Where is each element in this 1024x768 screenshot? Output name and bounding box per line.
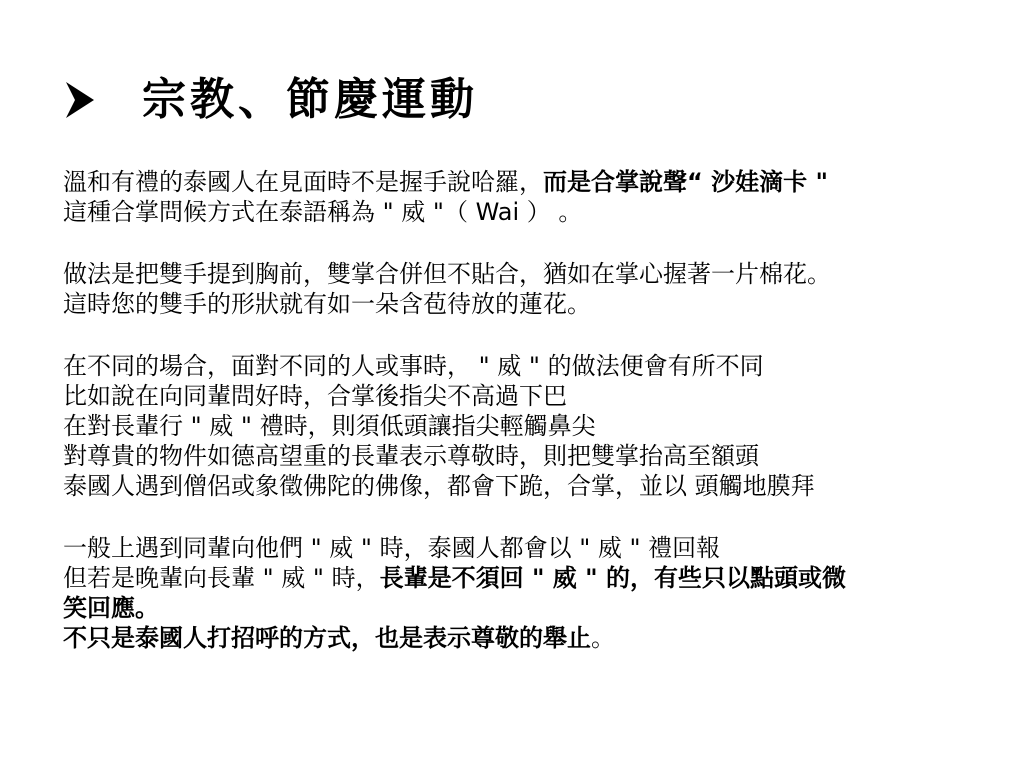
body-line [63, 563, 983, 593]
line-text: 在不同的場合，面對不同的人或事時， " 威 " 的做法便會有所不同 [63, 352, 764, 380]
slide-body [63, 167, 983, 653]
body-line [63, 471, 983, 501]
paragraph-gap [63, 501, 983, 533]
line-text: 溫和有禮的泰國人在見面時不是握手說哈羅， [63, 168, 543, 196]
body-line [63, 167, 983, 197]
line-text: 比如說在向同輩問好時，合掌後指尖不高過下巴 [63, 382, 567, 410]
paragraph-gap [63, 319, 983, 351]
line-text: 這時您的雙手的形狀就有如一朵含苞待放的蓮花。 [63, 290, 591, 318]
body-line [63, 441, 983, 471]
body-line [63, 593, 983, 623]
body-line [63, 533, 983, 563]
body-line [63, 289, 983, 319]
title-row [66, 72, 478, 128]
line-bold-text: 而是合掌說聲“ 沙娃滴卡 " [543, 168, 828, 196]
line-text: 泰國人遇到僧侶或象徵佛陀的佛像，都會下跪，合掌，並以 頭觸地膜拜 [63, 472, 815, 500]
body-line [63, 381, 983, 411]
line-bold-text: 不只是泰國人打招呼的方式，也是表示尊敬的舉止 [63, 624, 591, 652]
line-text: 。 [591, 624, 615, 652]
slide-title: 宗教、節慶運動 [142, 74, 478, 125]
line-text: 做法是把雙手提到胸前，雙掌合併但不貼合，猶如在掌心握著一片棉花。 [63, 260, 831, 288]
arrowhead-bullet-icon [66, 82, 94, 118]
paragraph-gap [63, 227, 983, 259]
body-line [63, 351, 983, 381]
body-line [63, 623, 983, 653]
body-line [63, 197, 983, 227]
line-text: 這種合掌問候方式在泰語稱為 " 威 "（ Wai ） 。 [63, 198, 583, 226]
body-line [63, 411, 983, 441]
line-text: 一般上遇到同輩向他們 " 威 " 時，泰國人都會以 " 威 " 禮回報 [63, 534, 721, 562]
line-bold-text: 笑回應。 [63, 594, 159, 622]
line-text: 對尊貴的物件如德高望重的長輩表示尊敬時，則把雙掌抬高至額頭 [63, 442, 759, 470]
body-line [63, 259, 983, 289]
line-bold-text: 長輩是不須回 " 威 " 的，有些只以點頭或微 [379, 564, 847, 592]
line-text: 但若是晚輩向長輩 " 威 " 時， [63, 564, 380, 592]
line-text: 在對長輩行 " 威 " 禮時，則須低頭讓指尖輕觸鼻尖 [63, 412, 596, 440]
